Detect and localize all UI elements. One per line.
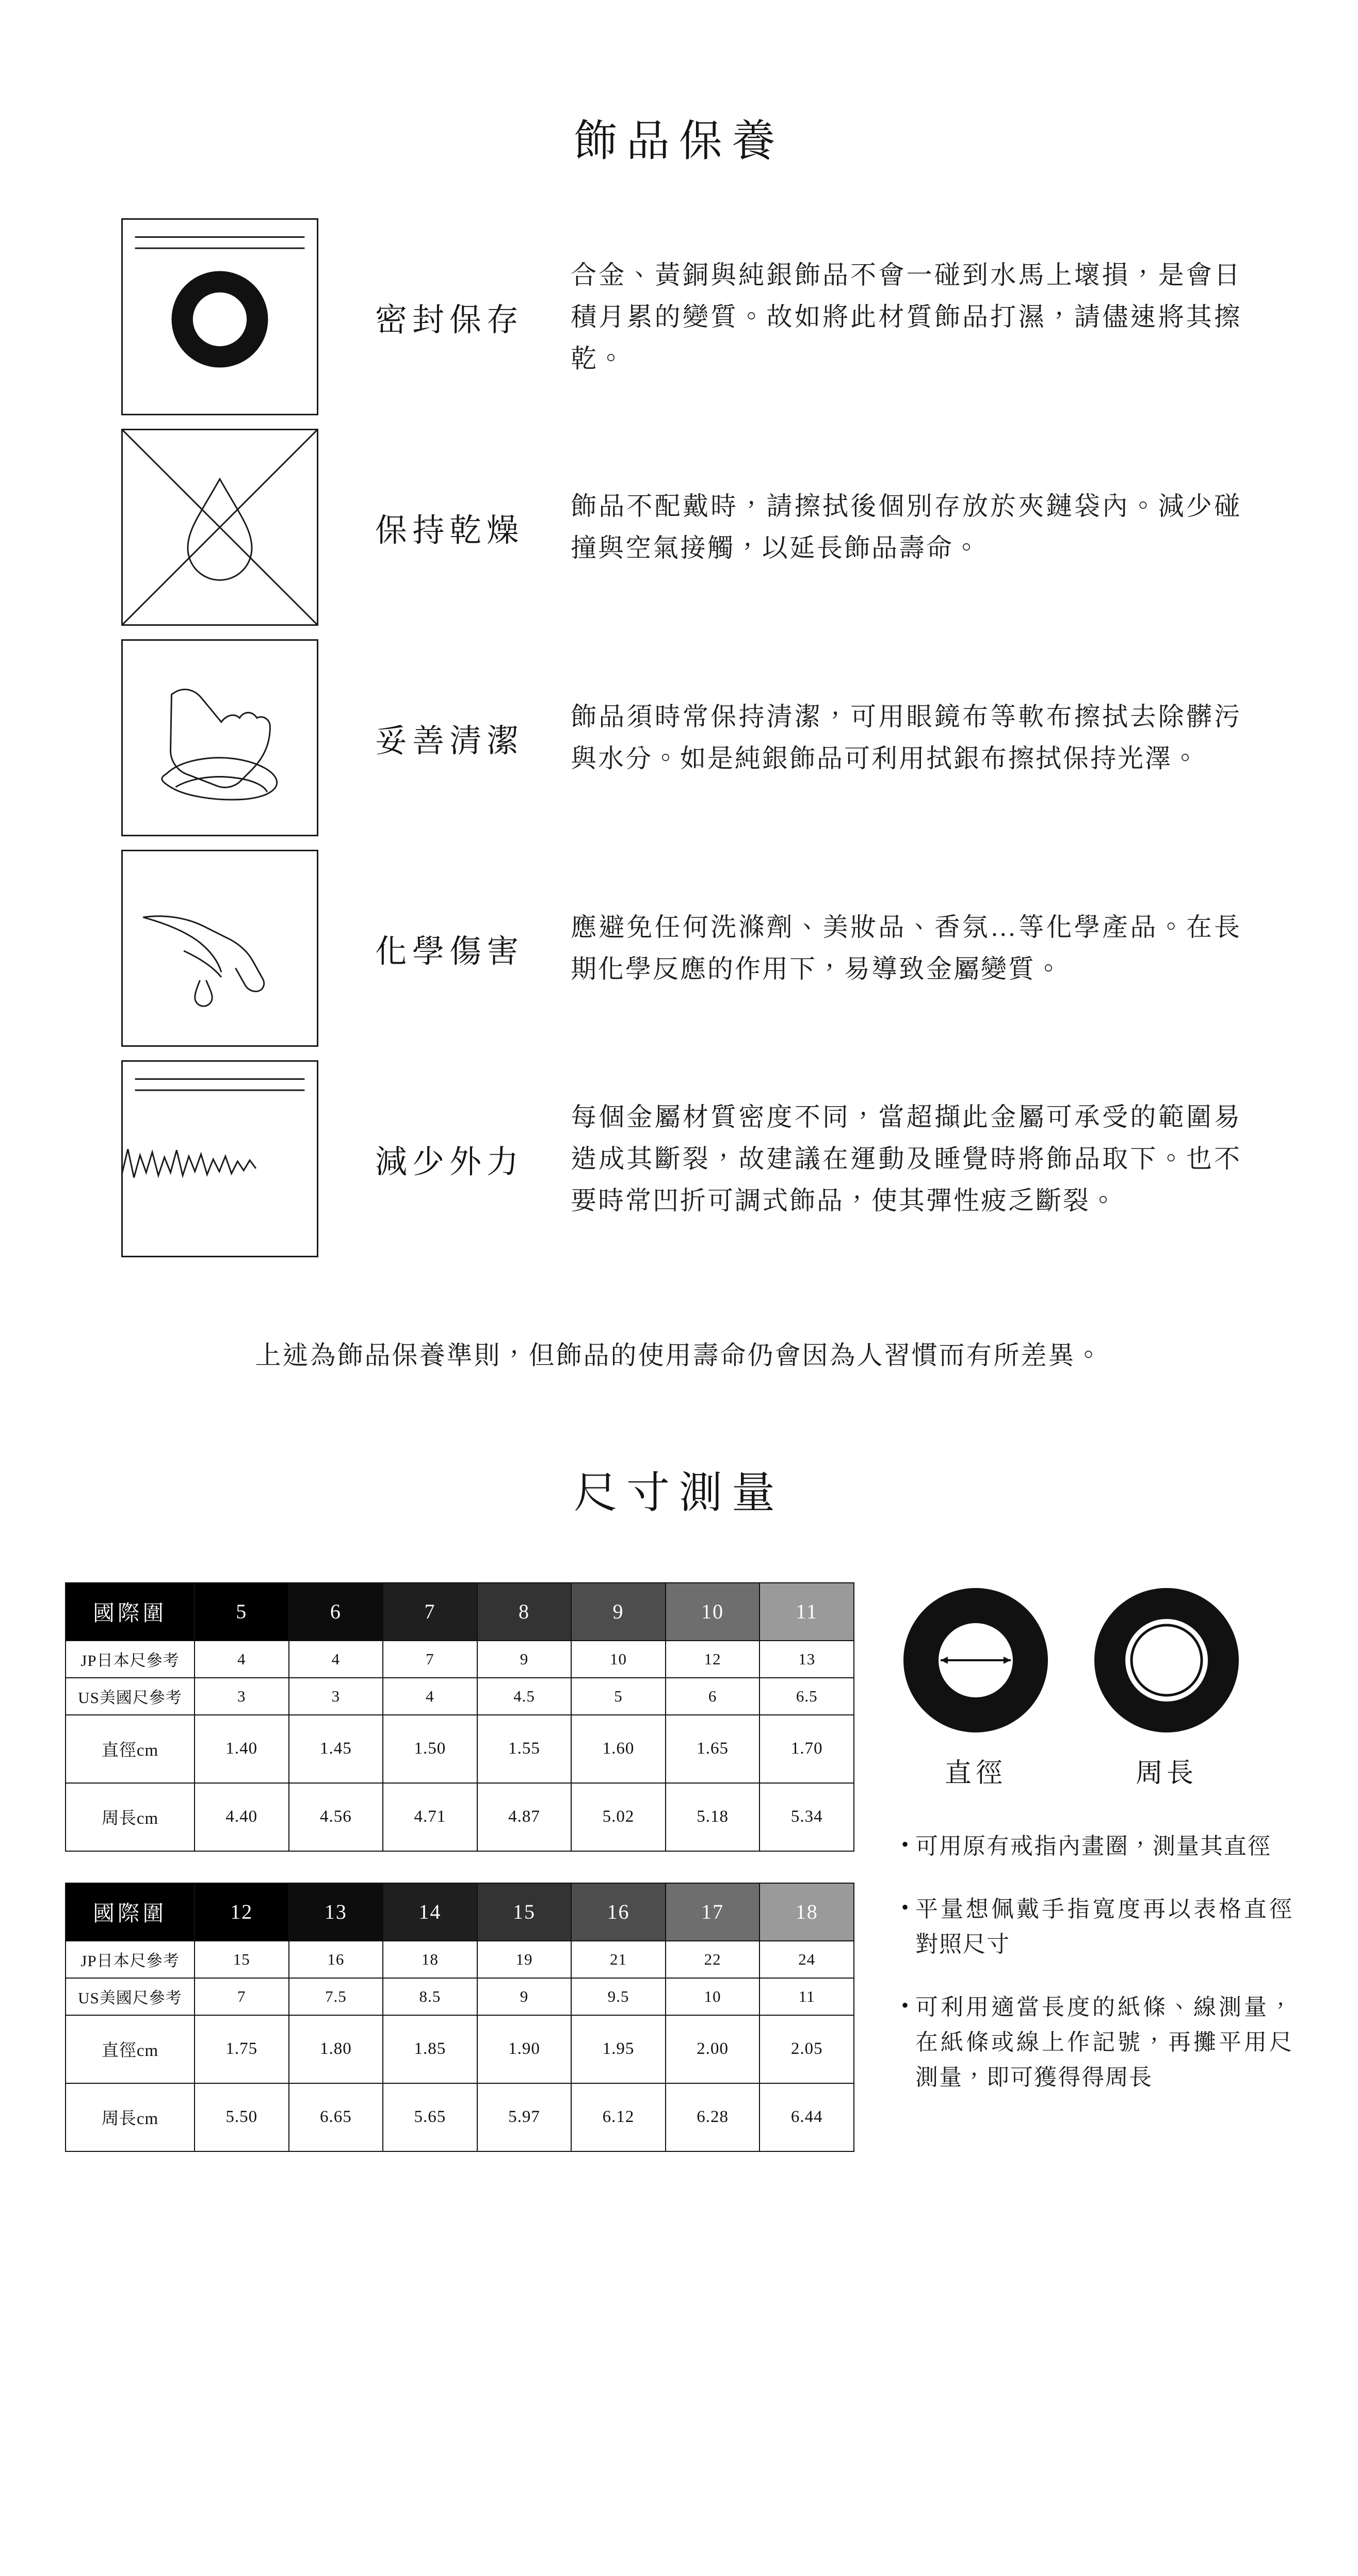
care-item-label: 化學傷害: [375, 934, 524, 969]
care-icon-cell: [111, 218, 328, 415]
table-header-cell: 6: [289, 1583, 383, 1641]
table-cell: 5.18: [666, 1783, 760, 1851]
row-label: 直徑cm: [66, 1715, 195, 1783]
table-cell: 10: [666, 1978, 760, 2015]
size-table: [65, 1883, 854, 2152]
table-header-cell: 14: [383, 1883, 477, 1941]
table-header-label: 國際圍: [66, 1883, 195, 1941]
list-item-text: 可用原有戒指內畫圈，測量其直徑: [915, 1833, 1271, 1859]
care-icon-cell: [111, 429, 328, 626]
bullet-dot-icon: •: [901, 1895, 909, 1919]
ring-figure: [1087, 1585, 1247, 1790]
bullet-dot-icon: •: [901, 1994, 909, 2017]
ring-diameter-icon: [901, 1585, 1050, 1735]
care-icon-cell: [111, 639, 328, 836]
table-cell: 7: [383, 1641, 477, 1678]
table-cell: 5.02: [571, 1783, 666, 1851]
list-item: [895, 1990, 1293, 2096]
table-header-row: [66, 1583, 854, 1641]
table-cell: 6.5: [759, 1678, 854, 1715]
bullet-dot-icon: •: [901, 1832, 909, 1856]
table-cell: 3: [289, 1678, 383, 1715]
size-aside: [885, 1582, 1293, 2124]
size-tables: [65, 1582, 854, 2152]
table-cell: 1.50: [383, 1715, 477, 1783]
table-cell: 19: [477, 1941, 572, 1978]
table-cell: 1.65: [666, 1715, 760, 1783]
table-header-cell: 13: [289, 1883, 383, 1941]
table-cell: 6.65: [289, 2083, 383, 2151]
table-row: [66, 1783, 854, 1851]
table-header-cell: 8: [477, 1583, 572, 1641]
table-header-cell: 7: [383, 1583, 477, 1641]
table-cell: 9: [477, 1641, 572, 1678]
care-item-row: [111, 1060, 1247, 1257]
list-item: [895, 1829, 1293, 1864]
size-section-body: [65, 1582, 1293, 2152]
care-and-size-guide-page: [0, 29, 1358, 2576]
table-row: [66, 1641, 854, 1678]
table-cell: 1.75: [195, 2015, 289, 2083]
care-item-text: 飾品須時常保持清潔，可用眼鏡布等軟布擦拭去除髒污與水分。如是純銀飾品可利用拭銀布擦拭保持光澤。: [571, 702, 1241, 773]
care-item-text: 飾品不配戴時，請擦拭後個別存放於夾鏈袋內。減少碰撞與空氣接觸，以延長飾品壽命。: [571, 492, 1241, 563]
size-section-title: 尺寸測量: [573, 1469, 784, 1517]
table-header-cell: 17: [666, 1883, 760, 1941]
table-cell: 13: [759, 1641, 854, 1678]
table-cell: 4.87: [477, 1783, 572, 1851]
table-cell: 9: [477, 1978, 572, 2015]
table-cell: 10: [571, 1641, 666, 1678]
measure-tips-list: [885, 1829, 1293, 2096]
table-header-cell: 16: [571, 1883, 666, 1941]
row-label: US美國尺參考: [66, 1978, 195, 2015]
table-cell: 15: [195, 1941, 289, 1978]
ring-figures: [885, 1585, 1293, 1790]
row-label: 周長cm: [66, 2083, 195, 2151]
table-cell: 2.05: [759, 2015, 854, 2083]
care-item-label: 減少外力: [375, 1144, 524, 1180]
table-row: [66, 2083, 854, 2151]
table-cell: 7.5: [289, 1978, 383, 2015]
table-header-cell: 10: [666, 1583, 760, 1641]
table-cell: 4.5: [477, 1678, 572, 1715]
table-row: [66, 1678, 854, 1715]
table-header-row: [66, 1883, 854, 1941]
hand-chemical-drop-icon: [121, 850, 318, 1047]
table-cell: 4: [195, 1641, 289, 1678]
table-cell: 5: [571, 1678, 666, 1715]
table-header-cell: 18: [759, 1883, 854, 1941]
table-row: [66, 1941, 854, 1978]
table-cell: 6.12: [571, 2083, 666, 2151]
table-cell: 11: [759, 1978, 854, 2015]
table-cell: 12: [666, 1641, 760, 1678]
table-cell: 1.40: [195, 1715, 289, 1783]
row-label: 周長cm: [66, 1783, 195, 1851]
table-cell: 5.65: [383, 2083, 477, 2151]
table-row: [66, 1715, 854, 1783]
list-item-text: 平量想佩戴手指寬度再以表格直徑對照尺寸: [915, 1896, 1293, 1957]
table-cell: 6.44: [759, 2083, 854, 2151]
table-row: [66, 1978, 854, 2015]
table-header-cell: 15: [477, 1883, 572, 1941]
row-label: US美國尺參考: [66, 1678, 195, 1715]
care-item-row: [111, 639, 1247, 836]
table-cell: 22: [666, 1941, 760, 1978]
table-cell: 5.97: [477, 2083, 572, 2151]
table-cell: 1.55: [477, 1715, 572, 1783]
table-cell: 8.5: [383, 1978, 477, 2015]
table-cell: 1.95: [571, 2015, 666, 2083]
row-label: JP日本尺參考: [66, 1941, 195, 1978]
sealed-bag-ring-icon: [121, 218, 318, 415]
care-icon-cell: [111, 1060, 328, 1257]
row-label: JP日本尺參考: [66, 1641, 195, 1678]
table-cell: 1.90: [477, 2015, 572, 2083]
table-header-cell: 9: [571, 1583, 666, 1641]
care-item-label: 妥善清潔: [375, 723, 524, 759]
table-cell: 1.60: [571, 1715, 666, 1783]
list-item-text: 可利用適當長度的紙條、線測量，在紙條或線上作記號，再攤平用尺測量，即可獲得得周長: [915, 1995, 1293, 2091]
table-cell: 5.34: [759, 1783, 854, 1851]
care-item-row: [111, 850, 1247, 1047]
care-item-row: [111, 218, 1247, 415]
table-cell: 24: [759, 1941, 854, 1978]
table-cell: 4: [289, 1641, 383, 1678]
care-icon-cell: [111, 850, 328, 1047]
table-cell: 4.40: [195, 1783, 289, 1851]
table-cell: 1.70: [759, 1715, 854, 1783]
table-cell: 1.85: [383, 2015, 477, 2083]
care-item-row: [111, 429, 1247, 626]
table-cell: 6: [666, 1678, 760, 1715]
care-item-label: 密封保存: [375, 302, 524, 338]
care-item-label: 保持乾燥: [375, 513, 524, 548]
table-cell: 4: [383, 1678, 477, 1715]
table-cell: 21: [571, 1941, 666, 1978]
table-header-cell: 5: [195, 1583, 289, 1641]
table-header-label: 國際圍: [66, 1583, 195, 1641]
ring-figure: [896, 1585, 1056, 1790]
care-item-text: 每個金屬材質密度不同，當超擷此金屬可承受的範圍易造成其斷裂，故建議在運動及睡覺時將飾品取下。也不要時常凹折可調式飾品，使其彈性疲乏斷裂。: [571, 1102, 1241, 1215]
care-item-text: 合金、黃銅與純銀飾品不會一碰到水馬上壞損，是會日積月累的變質。故如將此材質飾品打濕，請儘速將其擦乾。: [571, 260, 1241, 373]
care-item-list: [111, 218, 1247, 1257]
table-cell: 7: [195, 1978, 289, 2015]
row-label: 直徑cm: [66, 2015, 195, 2083]
list-item: [895, 1892, 1293, 1962]
table-spacer: [65, 1852, 854, 1883]
table-cell: 9.5: [571, 1978, 666, 2015]
table-cell: 1.45: [289, 1715, 383, 1783]
table-cell: 3: [195, 1678, 289, 1715]
table-header-cell: 11: [759, 1583, 854, 1641]
ring-figure-caption: 直徑: [944, 1758, 1007, 1788]
ring-circumference-icon: [1092, 1585, 1241, 1735]
table-header-cell: 12: [195, 1883, 289, 1941]
size-table: [65, 1582, 854, 1852]
table-cell: 1.80: [289, 2015, 383, 2083]
table-cell: 6.28: [666, 2083, 760, 2151]
hand-wiping-cloth-icon: [121, 639, 318, 836]
bag-bending-force-icon: [121, 1060, 318, 1257]
care-item-text: 應避免任何洗滌劑、美妝品、香氛…等化學產品。在長期化學反應的作用下，易導致金屬變質。: [571, 913, 1241, 984]
table-cell: 4.56: [289, 1783, 383, 1851]
table-cell: 16: [289, 1941, 383, 1978]
table-cell: 5.50: [195, 2083, 289, 2151]
no-water-droplet-icon: [121, 429, 318, 626]
ring-figure-caption: 周長: [1135, 1758, 1198, 1788]
table-cell: 18: [383, 1941, 477, 1978]
care-note: 上述為飾品保養準則，但飾品的使用壽命仍會因為人習慣而有所差異。: [255, 1341, 1103, 1370]
table-cell: 4.71: [383, 1783, 477, 1851]
table-row: [66, 2015, 854, 2083]
care-section-title: 飾品保養: [573, 118, 784, 166]
table-cell: 2.00: [666, 2015, 760, 2083]
